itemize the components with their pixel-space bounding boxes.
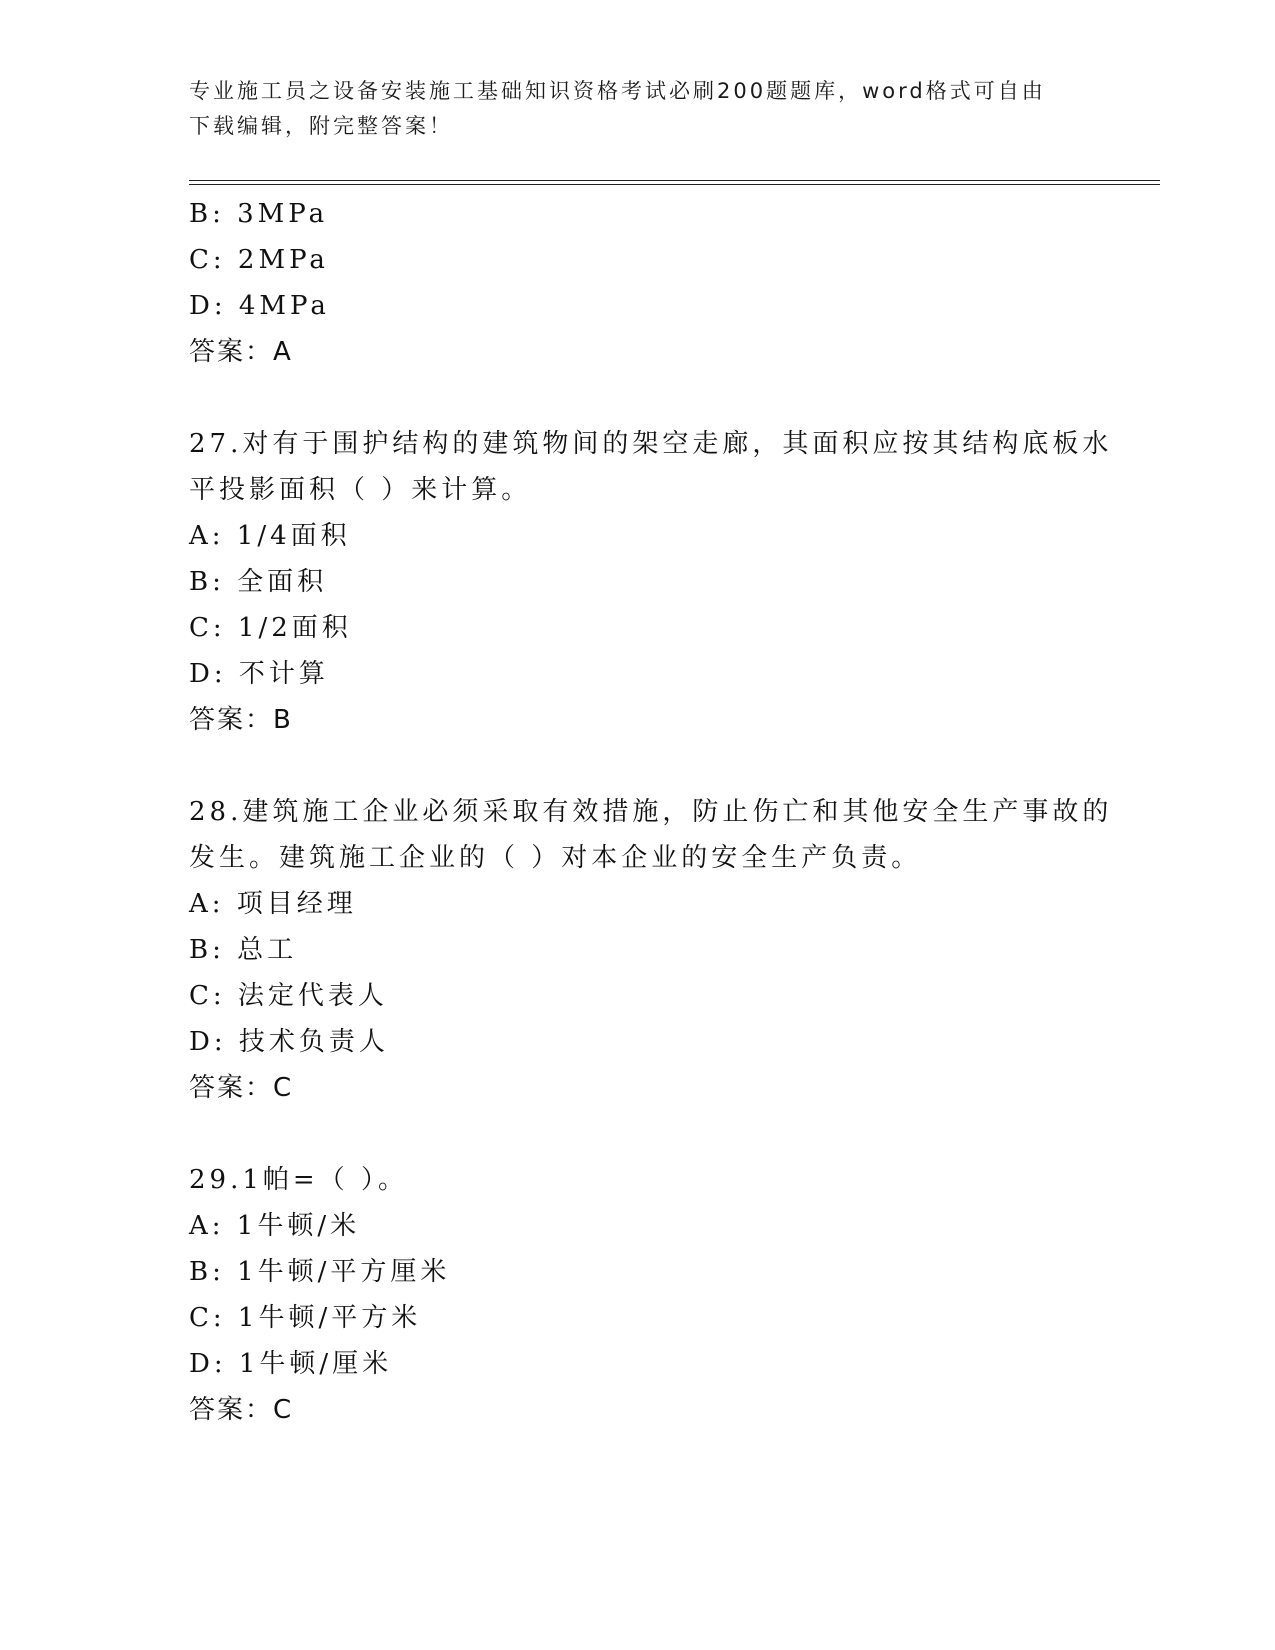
q29-answer: 答案：C [189,1395,294,1425]
q29-option-c: C: 1牛顿/平方米 [189,1303,422,1333]
q28-answer: 答案：C [189,1073,294,1103]
q29-option-d: D: 1牛顿/厘米 [189,1349,393,1379]
q26-option-d: D: 4MPa [189,291,330,321]
q27-stem-line-1: 27.对有于围护结构的建筑物间的架空走廊，其面积应按其结构底板水 [189,429,1113,459]
q29-option-a: A: 1牛顿/米 [189,1211,361,1241]
q28-option-b: B: 总工 [189,935,298,965]
question-28 [189,789,1113,1111]
document-header [189,74,1089,144]
q28-option-d: D: 技术负责人 [189,1027,389,1057]
q28-option-a: A: 项目经理 [189,889,357,919]
question-27 [189,421,1113,743]
q28-stem-line-1: 28.建筑施工企业必须采取有效措施，防止伤亡和其他安全生产事故的 [189,797,1113,827]
q27-stem-line-2: 平投影面积（ ）来计算。 [189,475,532,505]
q27-option-d: D: 不计算 [189,659,329,689]
q29-option-b: B: 1牛顿/平方厘米 [189,1257,451,1287]
q26-option-b: B: 3MPa [189,199,329,229]
q28-stem-line-2: 发生。建筑施工企业的（ ）对本企业的安全生产负责。 [189,843,922,873]
question-26-partial [189,191,1089,375]
q29-stem-line-1: 29.1帕=（ ）。 [189,1165,408,1195]
question-29 [189,1157,1089,1433]
header-divider-bottom [189,184,1160,185]
q27-option-c: C: 1/2面积 [189,613,352,643]
header-title-line-1: 专业施工员之设备安装施工基础知识资格考试必刷200题题库，word格式可自由 [189,79,1046,103]
q27-option-a: A: 1/4面积 [189,521,351,551]
document-body [189,191,1113,1433]
header-title-line-2: 下载编辑，附完整答案！ [189,114,453,138]
q26-answer: 答案：A [189,337,293,367]
q27-answer: 答案：B [189,705,293,735]
q26-option-c: C: 2MPa [189,245,329,275]
q28-option-c: C: 法定代表人 [189,981,388,1011]
header-divider-top [189,180,1160,181]
q27-option-b: B: 全面积 [189,567,328,597]
